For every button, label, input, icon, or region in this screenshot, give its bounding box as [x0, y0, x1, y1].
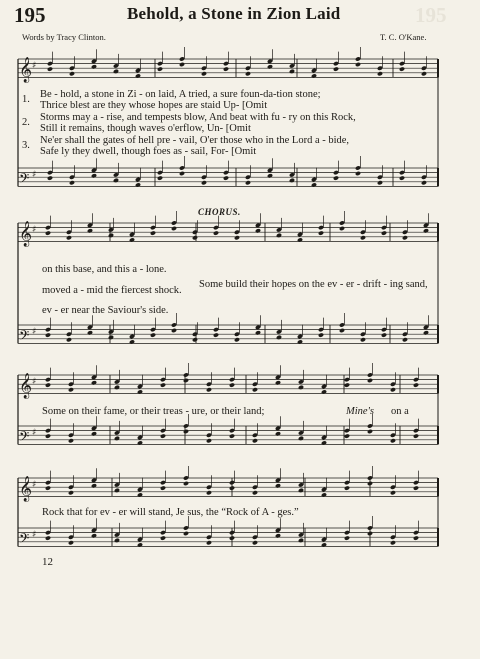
svg-text:𝄞: 𝄞 [19, 221, 33, 247]
note [367, 429, 373, 434]
note [377, 180, 383, 185]
note [413, 485, 419, 490]
note [183, 378, 189, 383]
page-number: 12 [42, 556, 53, 568]
note [267, 64, 273, 69]
note [137, 440, 143, 445]
note [179, 171, 185, 176]
note [229, 433, 235, 438]
note [402, 337, 408, 342]
note [91, 431, 97, 436]
note [114, 538, 120, 543]
verse-2-line-1: Storms may a - rise, and tempests blow, And beat with fu - ry on this Rock, [40, 112, 356, 123]
verse-3-line-2: Safe ly they dwell, though foes as - sail, For- [Omit [40, 146, 257, 157]
note [367, 531, 373, 536]
note [68, 540, 74, 545]
hymn-title: Behold, a Stone in Zion Laid [127, 4, 341, 23]
note [129, 237, 135, 242]
note [47, 66, 53, 71]
note [201, 180, 207, 185]
system-4-bass-sharp: ♯ [32, 530, 37, 541]
note [108, 233, 114, 238]
note [206, 540, 212, 545]
verse-3-line-1: Ne'er shall the gates of hell pre - vail, O'er those who in the Lord a - bide, [40, 135, 350, 146]
note [413, 382, 419, 387]
note [150, 230, 156, 235]
note [206, 438, 212, 443]
note [69, 180, 75, 185]
svg-text:𝄞: 𝄞 [19, 476, 33, 502]
note [252, 540, 258, 545]
note [321, 542, 327, 547]
note [69, 71, 75, 76]
note [206, 387, 212, 392]
note [413, 535, 419, 540]
note [234, 337, 240, 342]
note [66, 235, 72, 240]
note [192, 337, 198, 342]
note [114, 436, 120, 441]
note [206, 490, 212, 495]
note [297, 339, 303, 344]
note [276, 233, 282, 238]
note [344, 485, 350, 490]
note [68, 438, 74, 443]
note [91, 380, 97, 385]
verse-2-number: 2. [22, 117, 30, 128]
verse-1-line-1: Be - hold, a stone in Zi - on laid, A tried, a sure foun-da-tion stone; [40, 89, 321, 100]
note [318, 230, 324, 235]
words-credit: Words by Tracy Clinton. [22, 32, 106, 42]
note [339, 226, 345, 231]
note [381, 230, 387, 235]
note [223, 175, 229, 180]
note [360, 235, 366, 240]
verse-2-line-2: Still it remains, though waves o'erflow, Un- [Omit [40, 123, 251, 134]
note [160, 485, 166, 490]
note [321, 492, 327, 497]
note [275, 380, 281, 385]
note [339, 328, 345, 333]
system-4-treble-sharp: ♯ [32, 480, 37, 491]
note [229, 485, 235, 490]
note [390, 490, 396, 495]
chorus-lyric-line-1: Some build their hopes on the ev - er - drift - ing sand, [199, 279, 428, 290]
note [223, 66, 229, 71]
note [45, 485, 51, 490]
note [245, 71, 251, 76]
note [229, 535, 235, 540]
note [318, 332, 324, 337]
note [255, 330, 261, 335]
svg-text:𝄞: 𝄞 [19, 373, 33, 399]
svg-text:𝄞: 𝄞 [19, 57, 33, 83]
note [390, 387, 396, 392]
note [68, 490, 74, 495]
note [267, 173, 273, 178]
note [311, 182, 317, 187]
note [91, 64, 97, 69]
note [390, 540, 396, 545]
note [129, 339, 135, 344]
chorus-lyric-line-2: Some on their fame, or their treas - ure, or their land; [42, 406, 265, 417]
note [183, 531, 189, 536]
note [229, 382, 235, 387]
note [402, 235, 408, 240]
note [423, 228, 429, 233]
note [275, 533, 281, 538]
chorus-lyric-line-2-end: on a [391, 406, 409, 417]
note [68, 387, 74, 392]
note [114, 488, 120, 493]
note [113, 178, 119, 183]
system-2-bass-sharp: ♯ [32, 327, 37, 338]
note [333, 66, 339, 71]
note [201, 71, 207, 76]
note [289, 69, 295, 74]
chorus-label: CHORUS. [198, 207, 241, 217]
verse-1-number: 1. [22, 94, 30, 105]
note [255, 228, 261, 233]
verse-3-number: 3. [22, 140, 30, 151]
note [171, 226, 177, 231]
note [377, 71, 383, 76]
note [298, 538, 304, 543]
note [114, 385, 120, 390]
note [91, 483, 97, 488]
system-1-treble-sharp: ♯ [32, 61, 37, 72]
note [135, 73, 141, 78]
verse-3-ending: ev - er near the Saviour's side. [42, 305, 169, 316]
note [413, 433, 419, 438]
verse-1-line-2: Thrice blest are they whose hopes are staid Up- [Omit [40, 100, 268, 111]
note [113, 69, 119, 74]
system-3-treble-sharp: ♯ [32, 377, 37, 388]
system-1-bass-sharp: ♯ [32, 170, 37, 181]
note [275, 483, 281, 488]
svg-text:𝄢: 𝄢 [19, 170, 30, 190]
note [297, 237, 303, 242]
note [390, 438, 396, 443]
note [137, 492, 143, 497]
svg-text:𝄢: 𝄢 [19, 327, 30, 347]
note [150, 332, 156, 337]
verse-2-ending: moved a - mid the fiercest shock. [42, 285, 182, 296]
note [355, 171, 361, 176]
note [157, 175, 163, 180]
note [234, 235, 240, 240]
note [423, 330, 429, 335]
hymn-number: 195 [14, 3, 46, 27]
note [321, 389, 327, 394]
note [355, 62, 361, 67]
system-2-treble-sharp: ♯ [32, 225, 37, 236]
music-credit: T. C. O'Kane. [380, 32, 427, 42]
note [213, 332, 219, 337]
note [311, 73, 317, 78]
note [160, 433, 166, 438]
svg-text:𝄢: 𝄢 [19, 530, 30, 550]
note [421, 71, 427, 76]
note [66, 337, 72, 342]
note [321, 440, 327, 445]
note [45, 535, 51, 540]
chorus-lyric-line-3: Rock that for ev - er will stand, Je sus, the “Rock of A - ges.” [42, 507, 299, 518]
note [160, 382, 166, 387]
note [360, 337, 366, 342]
note [276, 335, 282, 340]
note [45, 433, 51, 438]
bleed-through-number: 195 [415, 3, 447, 27]
note [87, 228, 93, 233]
chorus-emphasis: Mine's [346, 406, 374, 417]
note [192, 235, 198, 240]
note [183, 481, 189, 486]
verse-1-ending: on this base, and this a - lone. [42, 264, 167, 275]
note [179, 62, 185, 67]
note [87, 330, 93, 335]
note [137, 542, 143, 547]
note [157, 66, 163, 71]
note [344, 433, 350, 438]
note [344, 382, 350, 387]
note [160, 535, 166, 540]
note [275, 431, 281, 436]
note [381, 332, 387, 337]
note [91, 533, 97, 538]
note [252, 490, 258, 495]
note [245, 180, 251, 185]
note [367, 481, 373, 486]
note [45, 382, 51, 387]
note [298, 385, 304, 390]
note [252, 438, 258, 443]
note [45, 332, 51, 337]
note [91, 173, 97, 178]
note [252, 387, 258, 392]
note [137, 389, 143, 394]
note [45, 230, 51, 235]
note [421, 180, 427, 185]
note [399, 175, 405, 180]
note [298, 436, 304, 441]
note [333, 175, 339, 180]
note [344, 535, 350, 540]
note [367, 378, 373, 383]
note [399, 66, 405, 71]
note [298, 488, 304, 493]
note [183, 429, 189, 434]
note [47, 175, 53, 180]
note [289, 178, 295, 183]
note [213, 230, 219, 235]
svg-text:𝄢: 𝄢 [19, 428, 30, 448]
note [171, 328, 177, 333]
note [135, 182, 141, 187]
system-3-bass-sharp: ♯ [32, 428, 37, 439]
note [108, 335, 114, 340]
